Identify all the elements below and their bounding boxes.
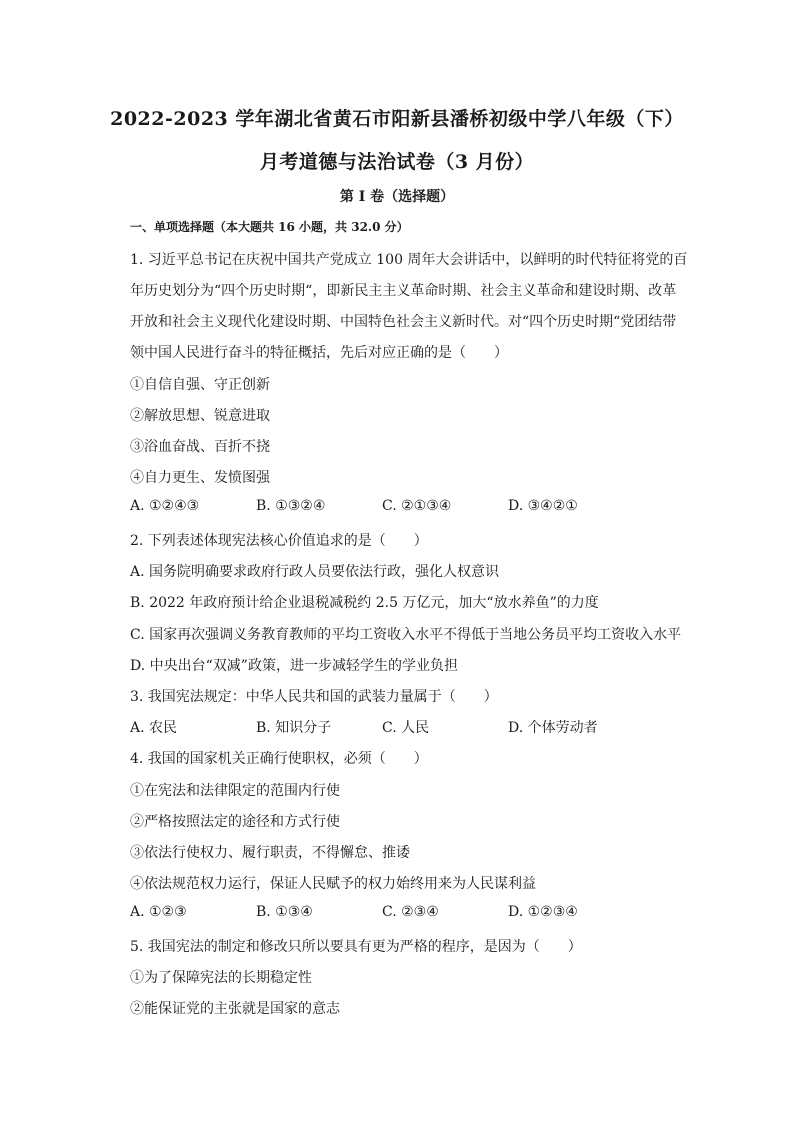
question-5-item-1: ①为了保障宪法的长期稳定性 [130, 970, 312, 986]
question-2-stem: 2. 下列表述体现宪法核心价值追求的是（ ） [130, 533, 428, 549]
question-4-item-2: ②严格按照法定的途径和方式行使 [130, 814, 340, 830]
question-2-choice-c: C. 国家再次强调义务教育教师的平均工资收入水平不得低于当地公务员平均工资收入水平 [130, 627, 682, 643]
option-d: D. ①②③④ [508, 904, 578, 920]
question-4-item-1: ①在宪法和法律限定的范围内行使 [130, 783, 340, 799]
question-1-item-3: ③浴血奋战、百折不挠 [130, 439, 270, 455]
question-1-item-1: ①自信自强、守正创新 [130, 377, 270, 393]
option-a: A. ①②④③ [130, 498, 200, 514]
option-d: D. ③④②① [508, 498, 578, 514]
option-a: A. ①②③ [130, 904, 187, 920]
option-c: C. ②③④ [382, 904, 439, 920]
question-2-choice-b: B. 2022 年政府预计给企业退税减税约 2.5 万亿元，加大“放水养鱼”的力度 [130, 595, 599, 611]
question-1-line-4: 领中国人民进行奋斗的特征概括，先后对应正确的是（ ） [130, 345, 508, 361]
option-b: B. ①③②④ [256, 498, 326, 514]
question-5-stem: 5. 我国宪法的制定和修改只所以要具有更为严格的程序，是因为（ ） [130, 939, 582, 955]
section-heading: 一、单项选择题（本大题共 16 小题，共 32.0 分） [130, 220, 409, 234]
option-b: B. ①③④ [256, 904, 313, 920]
question-4-item-3: ③依法行使权力、履行职责，不得懈怠、推诿 [130, 845, 410, 861]
option-a: A. 农民 [130, 720, 178, 736]
question-1-item-4: ④自力更生、发愤图强 [130, 470, 270, 486]
question-1-line-3: 开放和社会主义现代化建设时期、中国特色社会主义新时代。对“四个历史时期“党团结带 [130, 314, 677, 330]
exam-title-line2: 月考道德与法治试卷（3 月份） [259, 151, 535, 173]
question-2-choice-a: A. 国务院明确要求政府行政人员要依法行政，强化人权意识 [130, 564, 500, 580]
question-2-choice-d: D. 中央出台“双减”政策，进一步减轻学生的学业负担 [130, 658, 458, 674]
option-c: C. ②①③④ [382, 498, 452, 514]
option-d: D. 个体劳动者 [508, 720, 598, 736]
question-4-item-4: ④依法规范权力运行，保证人民赋予的权力始终用来为人民谋利益 [130, 876, 536, 892]
exam-title-line1: 2022-2023 学年湖北省黄石市阳新县潘桥初级中学八年级（下） [110, 108, 684, 130]
option-b: B. 知识分子 [256, 720, 332, 736]
question-1-item-2: ②解放思想、锐意进取 [130, 408, 270, 424]
question-4-stem: 4. 我国的国家机关正确行使职权，必须（ ） [130, 751, 428, 767]
question-1-line-2: 年历史划分为“四个历史时期“，即新民主主义革命时期、社会主义革命和建设时期、改革 [130, 283, 677, 299]
question-5-item-2: ②能保证党的主张就是国家的意志 [130, 1001, 340, 1017]
part-heading: 第 I 卷（选择题） [339, 189, 455, 205]
option-c: C. 人民 [382, 720, 430, 736]
question-3-stem: 3. 我国宪法规定：中华人民共和国的武装力量属于（ ） [130, 689, 498, 705]
question-1-line-1: 1. 习近平总书记在庆祝中国共产党成立 100 周年大会讲话中，以鲜明的时代特征将党的百 [130, 252, 688, 268]
